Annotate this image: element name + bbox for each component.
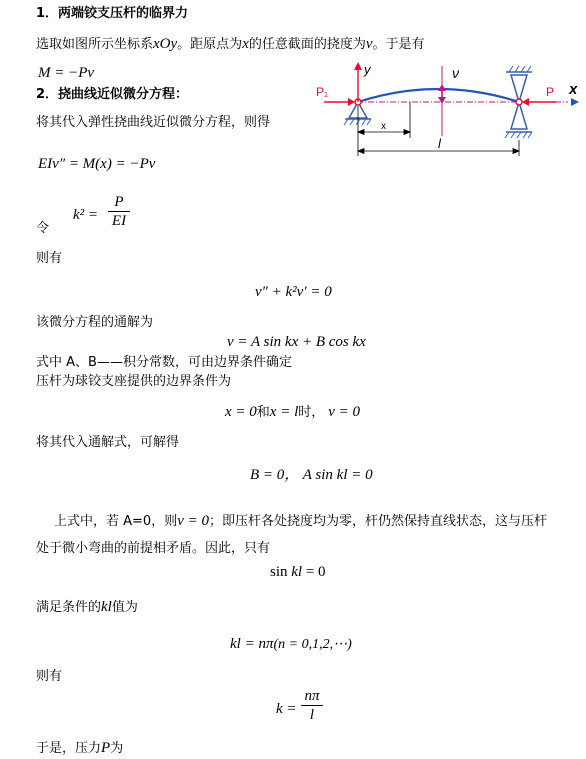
moment-equation: M = −Pv [38, 65, 95, 81]
differential-equation: EIv″ = M(x) = −Pv [38, 156, 156, 172]
label-p: P [546, 85, 555, 99]
force-text: 于是，压力P为 [36, 740, 124, 756]
section1-intro: 选取如图所示坐标系xOy。距原点为x的任意截面的挠度为v。于是有 [36, 36, 425, 52]
let-label: 令 [36, 221, 50, 236]
general-solution: v = A sin kx + B cos kx [227, 334, 366, 350]
k-fraction: nπ l [301, 688, 323, 723]
then-have-2: 则有 [36, 669, 63, 684]
kl-text: 满足条件的kl值为 [36, 599, 138, 615]
label-l: l [438, 136, 441, 151]
label-p1: P₁ [316, 85, 329, 99]
then-have-1: 则有 [36, 251, 63, 266]
label-x-dimension: x [381, 121, 386, 132]
y-axis [354, 62, 362, 102]
section2-heading: 2．挠曲线近似微分方程： [36, 87, 189, 102]
solve-equation: B = 0， A sin kl = 0 [250, 467, 373, 483]
constants-text: 式中 A、B——积分常数，可由边界条件确定 [36, 355, 292, 370]
force-p1-arrow [324, 98, 355, 106]
boundary-text: 压杆为球铰支座提供的边界条件为 [36, 374, 232, 389]
coord-system: xOy [153, 36, 178, 52]
k2-lhs: k² = [73, 207, 99, 223]
deflection-indicator [438, 66, 446, 136]
sin-equation: sin kl = 0 [270, 564, 326, 580]
ode-equation: v″ + k²v′ = 0 [255, 284, 332, 300]
label-v: ν [452, 65, 459, 81]
force-p-arrow [522, 98, 556, 106]
boundary-conditions: x = 0和x = l时， v = 0 [225, 404, 361, 420]
para-line-1: 上式中，若 A=0，则v = 0；即压杆各处挠度均为零，杆仍然保持直线状态，这与压杆 [54, 513, 547, 529]
para-line-2: 处于微小弯曲的前提相矛盾。因此，只有 [36, 541, 271, 556]
solve-text: 将其代入通解式，可解得 [36, 435, 180, 450]
k-lhs: k = [276, 701, 297, 717]
substitute-text: 将其代入弹性挠曲线近似微分方程，则得 [36, 115, 271, 130]
k2-fraction: P EI [108, 194, 130, 229]
column-diagram [306, 58, 582, 158]
general-solution-text: 该微分方程的通解为 [36, 315, 154, 330]
x-axis-arrowhead [571, 98, 579, 106]
section1-heading: 1．两端铰支压杆的临界力 [36, 6, 189, 21]
kl-equation: kl = nπ(n = 0,1,2,⋯) [230, 636, 352, 652]
label-x-axis: x [569, 81, 578, 98]
label-y-axis: y [364, 62, 371, 77]
